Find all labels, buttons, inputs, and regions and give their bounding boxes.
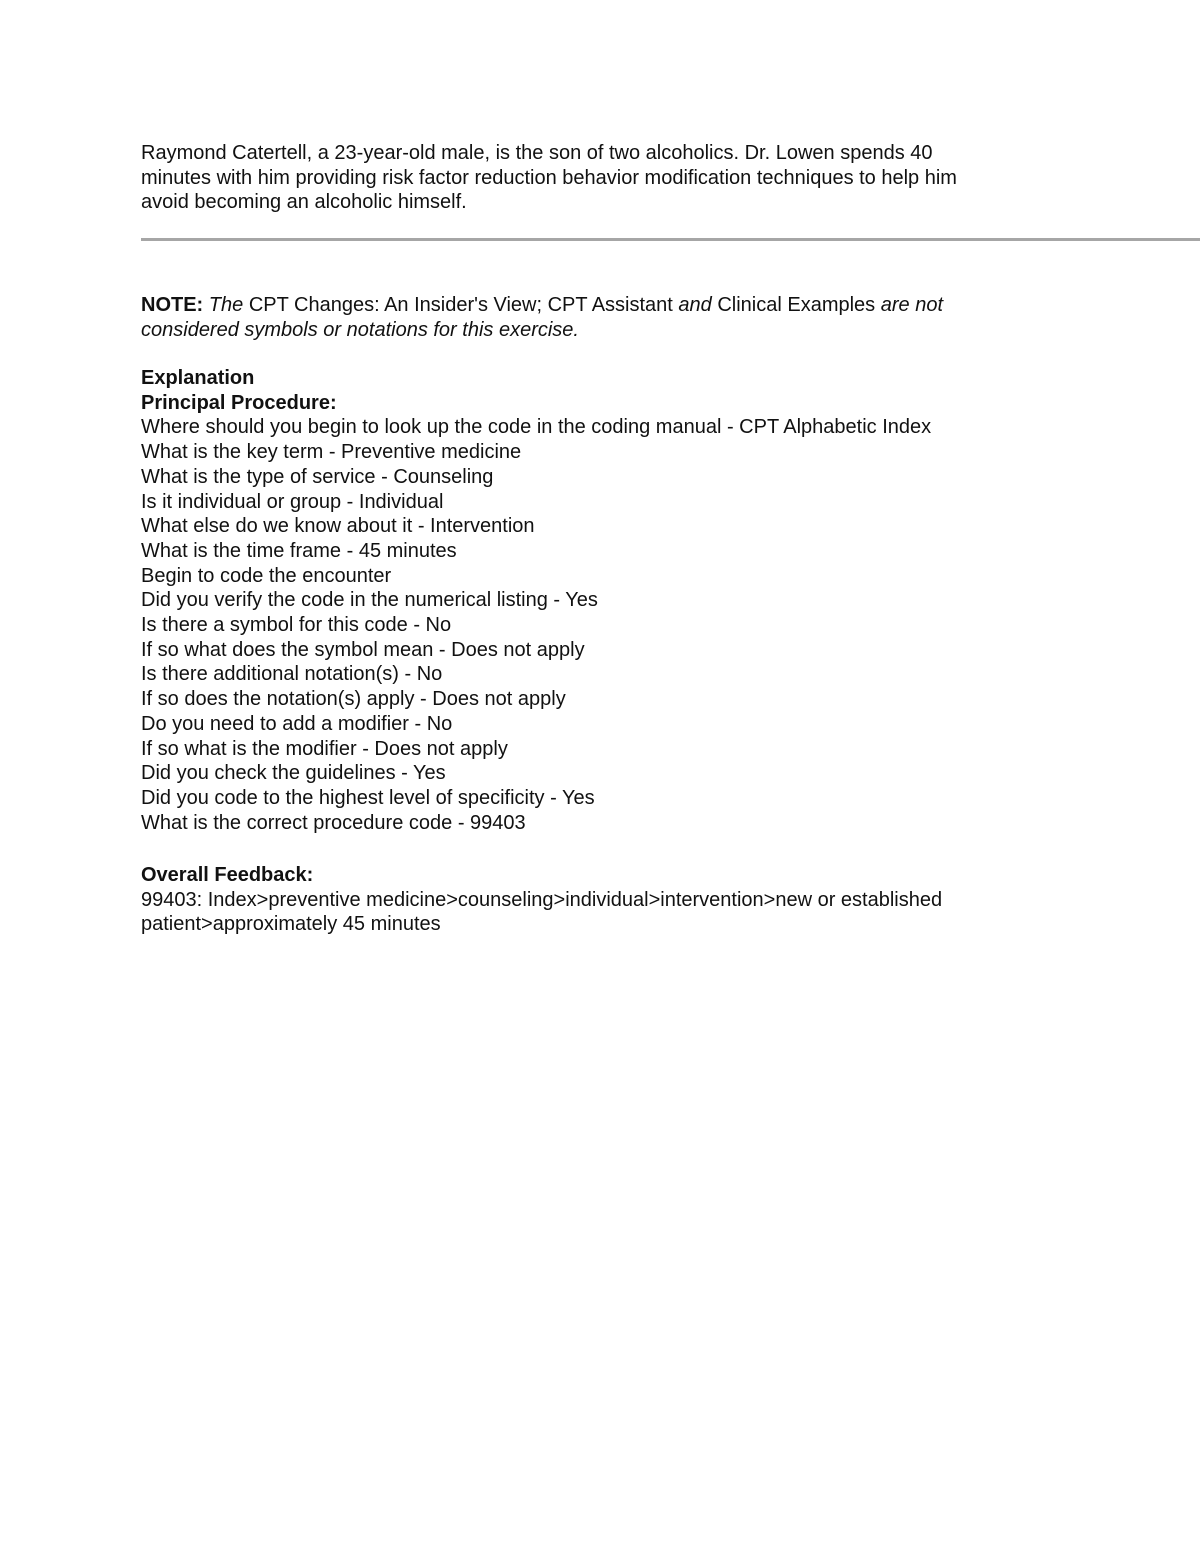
- note-segment-2: CPT Changes: An Insider's View; CPT Assistant: [248, 294, 673, 316]
- list-item: What is the correct procedure code - 99403: [141, 811, 526, 834]
- feedback-line-2: patient>approximately 45 minutes: [141, 913, 441, 936]
- explanation-section: [141, 366, 1041, 835]
- list-item: If so what is the modifier - Does not apply: [141, 737, 508, 760]
- note-label: NOTE:: [141, 294, 204, 316]
- list-item: Did you check the guidelines - Yes: [141, 762, 446, 785]
- explanation-heading: Explanation: [141, 367, 255, 389]
- list-item: Did you verify the code in the numerical listing - Yes: [141, 589, 598, 612]
- feedback-line-1: 99403: Index>preventive medicine>counseling>individual>intervention>new or established: [141, 888, 943, 911]
- procedure-steps-list: [141, 415, 1041, 835]
- scenario-line-3: avoid becoming an alcoholic himself.: [141, 191, 467, 214]
- list-item: Do you need to add a modifier - No: [141, 712, 453, 735]
- scenario-line-2: minutes with him providing risk factor reduction behavior modification techniques to help him: [141, 166, 957, 189]
- list-item: If so what does the symbol mean - Does not apply: [141, 638, 585, 661]
- horizontal-divider: [141, 238, 1200, 241]
- list-item: Where should you begin to look up the code in the coding manual - CPT Alphabetic Index: [141, 416, 932, 439]
- list-item: Is there additional notation(s) - No: [141, 663, 443, 686]
- note-segment-5: are not: [880, 294, 944, 316]
- list-item: Is there a symbol for this code - No: [141, 614, 452, 637]
- list-item: What is the time frame - 45 minutes: [141, 539, 457, 562]
- list-item: Is it individual or group - Individual: [141, 490, 444, 513]
- note-segment-1: The: [208, 294, 244, 316]
- note-paragraph: [141, 293, 1041, 342]
- list-item: What else do we know about it - Intervention: [141, 515, 535, 538]
- list-item: What is the key term - Preventive medicine: [141, 441, 522, 464]
- note-line-2: considered symbols or notations for this exercise.: [141, 318, 579, 341]
- feedback-text: [141, 888, 1041, 937]
- note-segment-4: Clinical Examples: [717, 294, 876, 316]
- principal-procedure-heading: Principal Procedure:: [141, 391, 337, 414]
- overall-feedback-heading: Overall Feedback:: [141, 864, 314, 886]
- scenario-line-1: Raymond Catertell, a 23-year-old male, is the son of two alcoholics. Dr. Lowen spends 40: [141, 142, 933, 164]
- list-item: Did you code to the highest level of specificity - Yes: [141, 786, 595, 809]
- scenario-text: [141, 141, 1041, 215]
- scenario-block: [141, 141, 1041, 215]
- list-item: Begin to code the encounter: [141, 564, 392, 587]
- list-item: If so does the notation(s) apply - Does not apply: [141, 688, 566, 711]
- list-item: What is the type of service - Counseling: [141, 465, 494, 488]
- note-segment-3: and: [678, 294, 712, 316]
- overall-feedback-section: [141, 863, 1041, 937]
